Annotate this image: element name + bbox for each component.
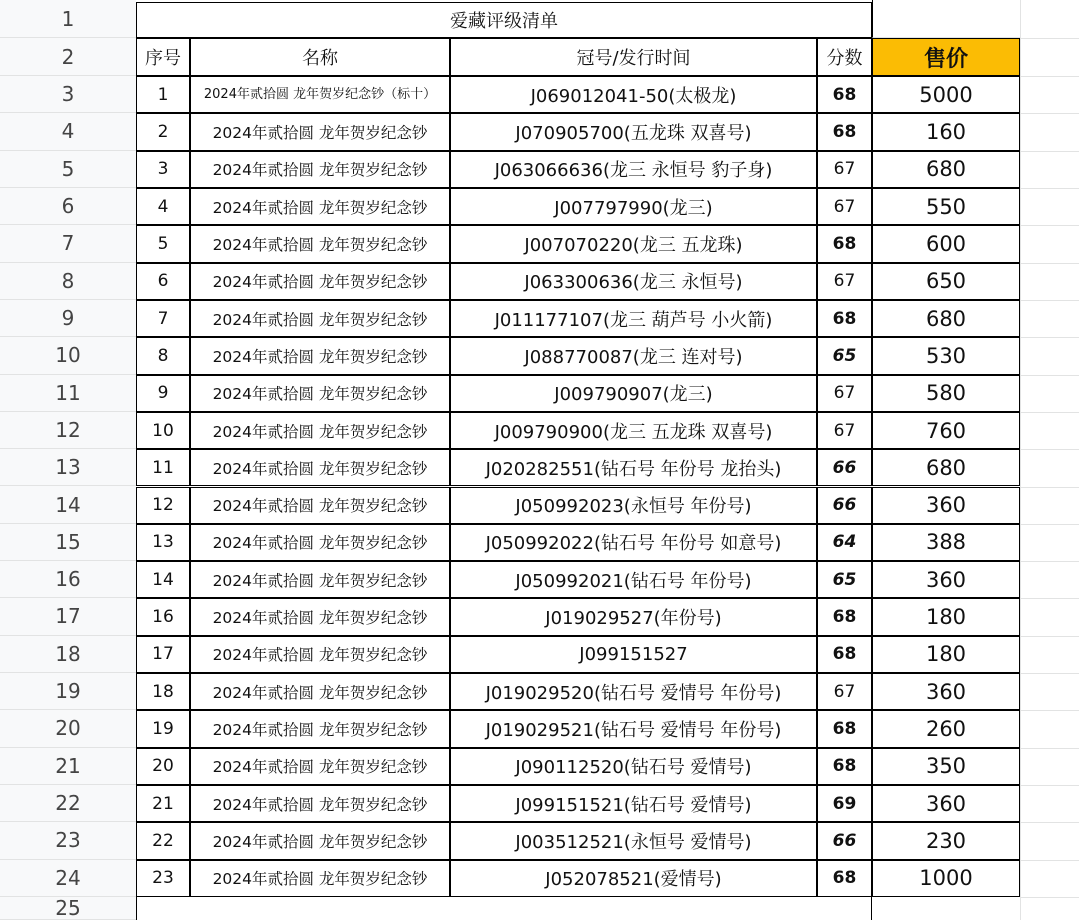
cell-code[interactable]: J069012041-50(太极龙) [450, 76, 817, 113]
cell-name[interactable]: 2024年贰拾圆 龙年贺岁纪念钞 [190, 822, 450, 859]
cell-code[interactable]: J019029521(钻石号 爱情号 年份号) [450, 710, 817, 747]
grid-line [1020, 487, 1079, 488]
cell-score[interactable]: 66 [817, 487, 872, 524]
cell-name[interactable]: 2024年贰拾圆 龙年贺岁纪念钞 [190, 748, 450, 785]
cell-code[interactable]: J063066636(龙三 永恒号 豹子身) [450, 151, 817, 188]
cell-seq[interactable]: 9 [136, 375, 190, 412]
cell-seq[interactable]: 18 [136, 673, 190, 710]
cell-score[interactable]: 65 [817, 337, 872, 374]
grid-line [1020, 897, 1079, 898]
cell-name[interactable]: 2024年贰拾圆 龙年贺岁纪念钞 [190, 225, 450, 262]
sheet-title[interactable]: 爱藏评级清单 [136, 2, 872, 38]
cell-score[interactable]: 68 [817, 636, 872, 673]
row-header[interactable]: 23 [0, 822, 136, 859]
cell-price[interactable]: 1000 [872, 860, 1020, 897]
row-header[interactable]: 4 [0, 113, 136, 150]
cell-seq[interactable]: 3 [136, 151, 190, 188]
grid-line [1020, 337, 1079, 338]
cell-name[interactable]: 2024年贰拾圆 龙年贺岁纪念钞 [190, 710, 450, 747]
cell-seq[interactable]: 22 [136, 822, 190, 859]
row-header[interactable]: 7 [0, 225, 136, 262]
cell-price[interactable]: 550 [872, 188, 1020, 225]
cell-score[interactable]: 67 [817, 412, 872, 449]
cell-price[interactable]: 230 [872, 822, 1020, 859]
grid-line [1020, 860, 1079, 861]
cell-code[interactable]: J099151521(钻石号 爱情号) [450, 785, 817, 822]
grid-line [1020, 748, 1079, 749]
cell-price[interactable]: 350 [872, 748, 1020, 785]
cell-seq[interactable]: 21 [136, 785, 190, 822]
cell-score[interactable]: 67 [817, 375, 872, 412]
cell-seq[interactable]: 19 [136, 710, 190, 747]
cell-name[interactable]: 2024年贰拾圆 龙年贺岁纪念钞 [190, 337, 450, 374]
cell-seq[interactable]: 16 [136, 598, 190, 635]
cell-name[interactable]: 2024年贰拾圆 龙年贺岁纪念钞 [190, 673, 450, 710]
row-header[interactable]: 14 [0, 487, 136, 524]
grid-line [1020, 598, 1079, 599]
grid-line [1020, 822, 1079, 823]
cell-code[interactable]: J007070220(龙三 五龙珠) [450, 225, 817, 262]
row-header[interactable]: 19 [0, 673, 136, 710]
cell-name[interactable]: 2024年贰拾圆 龙年贺岁纪念钞 [190, 561, 450, 598]
cell-code[interactable]: J070905700(五龙珠 双喜号) [450, 113, 817, 150]
cell-code[interactable]: J009790900(龙三 五龙珠 双喜号) [450, 412, 817, 449]
cell-price[interactable]: 180 [872, 636, 1020, 673]
row-header[interactable]: 5 [0, 151, 136, 188]
row-header[interactable]: 17 [0, 598, 136, 635]
cell-name[interactable]: 2024年贰拾圆 龙年贺岁纪念钞 [190, 151, 450, 188]
cell-code[interactable]: J050992023(永恒号 年份号) [450, 487, 817, 524]
cell-seq[interactable]: 7 [136, 300, 190, 337]
cell-name[interactable]: 2024年贰拾圆 龙年贺岁纪念钞 [190, 412, 450, 449]
cell-code[interactable]: J050992022(钻石号 年份号 如意号) [450, 524, 817, 561]
cell-price[interactable]: 160 [872, 113, 1020, 150]
cell-name[interactable]: 2024年贰拾圆 龙年贺岁纪念钞 [190, 113, 450, 150]
cell-code[interactable]: J019029527(年份号) [450, 598, 817, 635]
grid-line [1020, 710, 1079, 711]
cell-price[interactable]: 680 [872, 449, 1020, 486]
row-header[interactable]: 24 [0, 860, 136, 897]
cell-price[interactable]: 680 [872, 300, 1020, 337]
row-header[interactable]: 20 [0, 710, 136, 747]
cell-score[interactable]: 68 [817, 710, 872, 747]
cell-seq[interactable]: 5 [136, 225, 190, 262]
cell-name[interactable]: 2024年贰拾圆 龙年贺岁纪念钞 [190, 487, 450, 524]
grid-line [1020, 449, 1079, 450]
cell-seq[interactable]: 8 [136, 337, 190, 374]
row-header[interactable]: 16 [0, 561, 136, 598]
row-header[interactable]: 3 [0, 76, 136, 113]
cell-name[interactable]: 2024年贰拾圆 龙年贺岁纪念钞 [190, 524, 450, 561]
cell-seq[interactable]: 11 [136, 449, 190, 486]
cell-price[interactable]: 650 [872, 263, 1020, 300]
grid-line [1020, 412, 1079, 413]
cell-name[interactable]: 2024年贰拾圆 龙年贺岁纪念钞 [190, 598, 450, 635]
cell-price[interactable]: 600 [872, 225, 1020, 262]
cell-price[interactable]: 360 [872, 487, 1020, 524]
cell-score[interactable]: 69 [817, 785, 872, 822]
header-seq[interactable]: 序号 [136, 38, 190, 76]
cell-price[interactable]: 180 [872, 598, 1020, 635]
grid-line [1020, 375, 1079, 376]
row-header[interactable]: 8 [0, 263, 136, 300]
cell-score[interactable]: 67 [817, 151, 872, 188]
cell-code[interactable]: J007797990(龙三) [450, 188, 817, 225]
cell-name[interactable]: 2024年贰拾圆 龙年贺岁纪念钞（标十） [190, 76, 450, 113]
cell-name[interactable]: 2024年贰拾圆 龙年贺岁纪念钞 [190, 449, 450, 486]
cell-code[interactable]: J020282551(钻石号 年份号 龙抬头) [450, 449, 817, 486]
cell-name[interactable]: 2024年贰拾圆 龙年贺岁纪念钞 [190, 263, 450, 300]
cell-price[interactable]: 360 [872, 561, 1020, 598]
cell-score[interactable]: 67 [817, 188, 872, 225]
grid-line [1020, 636, 1079, 637]
header-code[interactable]: 冠号/发行时间 [450, 38, 817, 76]
cell-score[interactable]: 68 [817, 860, 872, 897]
cell-seq[interactable]: 1 [136, 76, 190, 113]
cell-seq[interactable]: 13 [136, 524, 190, 561]
cell-name[interactable]: 2024年贰拾圆 龙年贺岁纪念钞 [190, 375, 450, 412]
cell-code[interactable]: J099151527 [450, 636, 817, 673]
empty-grid-columns [1020, 0, 1079, 920]
grid-line [1020, 151, 1079, 152]
row-header[interactable]: 1 [0, 0, 136, 38]
cell-score[interactable]: 68 [817, 76, 872, 113]
cell-score[interactable]: 68 [817, 748, 872, 785]
empty-cell[interactable] [872, 0, 1020, 38]
row-header[interactable]: 25 [0, 897, 136, 920]
cell-price[interactable]: 580 [872, 375, 1020, 412]
cell-score[interactable]: 68 [817, 113, 872, 150]
cell-code[interactable]: J090112520(钻石号 爱情号) [450, 748, 817, 785]
cell-score[interactable]: 65 [817, 561, 872, 598]
cell-price[interactable]: 360 [872, 785, 1020, 822]
cell-code[interactable]: J009790907(龙三) [450, 375, 817, 412]
cell-name[interactable]: 2024年贰拾圆 龙年贺岁纪念钞 [190, 188, 450, 225]
cell-name[interactable]: 2024年贰拾圆 龙年贺岁纪念钞 [190, 300, 450, 337]
grid-line [1020, 524, 1079, 525]
grid-line [1020, 38, 1079, 39]
cell-code[interactable]: J003512521(永恒号 爱情号) [450, 822, 817, 859]
row-header[interactable]: 18 [0, 636, 136, 673]
row-header[interactable]: 9 [0, 300, 136, 337]
cell-code[interactable]: J088770087(龙三 连对号) [450, 337, 817, 374]
grid-line [1020, 225, 1079, 226]
cell-price[interactable]: 530 [872, 337, 1020, 374]
header-price[interactable]: 售价 [872, 38, 1020, 76]
row-header[interactable]: 12 [0, 412, 136, 449]
cell-seq[interactable]: 12 [136, 487, 190, 524]
cell-seq[interactable]: 4 [136, 188, 190, 225]
row-header[interactable]: 2 [0, 38, 136, 76]
cell-seq[interactable]: 2 [136, 113, 190, 150]
cell-price[interactable]: 388 [872, 524, 1020, 561]
grid-line [1020, 785, 1079, 786]
row-header[interactable]: 6 [0, 188, 136, 225]
cell-name[interactable]: 2024年贰拾圆 龙年贺岁纪念钞 [190, 636, 450, 673]
row-header[interactable]: 22 [0, 785, 136, 822]
cell-seq[interactable]: 17 [136, 636, 190, 673]
cell-score[interactable]: 67 [817, 673, 872, 710]
cell-price[interactable]: 5000 [872, 76, 1020, 113]
cell-seq[interactable]: 14 [136, 561, 190, 598]
cell-score[interactable]: 68 [817, 300, 872, 337]
cell-price[interactable]: 360 [872, 673, 1020, 710]
cell-price[interactable]: 760 [872, 412, 1020, 449]
grid-line [1020, 188, 1079, 189]
empty-cell[interactable] [136, 897, 872, 920]
cell-seq[interactable]: 23 [136, 860, 190, 897]
cell-seq[interactable]: 20 [136, 748, 190, 785]
cell-name[interactable]: 2024年贰拾圆 龙年贺岁纪念钞 [190, 785, 450, 822]
row-header[interactable]: 15 [0, 524, 136, 561]
cell-code[interactable]: J050992021(钻石号 年份号) [450, 561, 817, 598]
cell-price[interactable]: 680 [872, 151, 1020, 188]
cell-score[interactable]: 68 [817, 225, 872, 262]
cell-code[interactable]: J011177107(龙三 葫芦号 小火箭) [450, 300, 817, 337]
cell-code[interactable]: J052078521(爱情号) [450, 860, 817, 897]
grid-line [1020, 561, 1079, 562]
header-score[interactable]: 分数 [817, 38, 872, 76]
cell-price[interactable]: 260 [872, 710, 1020, 747]
header-name[interactable]: 名称 [190, 38, 450, 76]
cell-code[interactable]: J063300636(龙三 永恒号) [450, 263, 817, 300]
grid-line [1020, 673, 1079, 674]
row-header[interactable]: 11 [0, 375, 136, 412]
cell-score[interactable]: 67 [817, 263, 872, 300]
grid-line [1020, 263, 1079, 264]
row-header[interactable]: 21 [0, 748, 136, 785]
row-header[interactable]: 10 [0, 337, 136, 374]
cell-seq[interactable]: 10 [136, 412, 190, 449]
row-header-column [0, 0, 136, 920]
cell-score[interactable]: 66 [817, 822, 872, 859]
cell-seq[interactable]: 6 [136, 263, 190, 300]
cell-name[interactable]: 2024年贰拾圆 龙年贺岁纪念钞 [190, 860, 450, 897]
cell-score[interactable]: 64 [817, 524, 872, 561]
cell-score[interactable]: 68 [817, 598, 872, 635]
cell-score[interactable]: 66 [817, 449, 872, 486]
grid-line [1020, 113, 1079, 114]
grid-line [1020, 300, 1079, 301]
grid-line [1020, 76, 1079, 77]
row-header[interactable]: 13 [0, 449, 136, 486]
cell-code[interactable]: J019029520(钻石号 爱情号 年份号) [450, 673, 817, 710]
